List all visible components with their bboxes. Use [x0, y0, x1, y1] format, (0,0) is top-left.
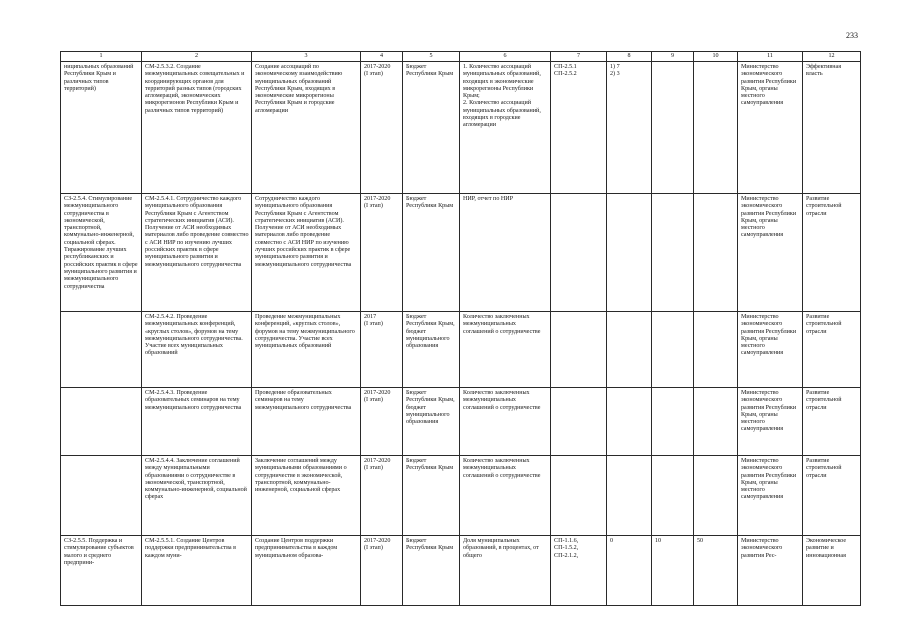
description-cell	[252, 312, 361, 388]
period-cell	[361, 536, 403, 606]
description-cell	[252, 456, 361, 536]
cell-text: СМ-2.5.4.3. Проведение образовательных семинаров на тему межмуниципального сотрудничества	[145, 390, 242, 411]
value-2030-cell	[694, 456, 738, 536]
goal-link-cell	[551, 456, 607, 536]
indicator-cell	[460, 194, 551, 312]
cell-text: СП-1.1.6, СП-1.5.2, СП-2.1.2,	[554, 538, 579, 559]
column-number: 4	[361, 52, 403, 62]
program-cell	[803, 536, 861, 606]
cell-text: Эффективная власть	[806, 64, 842, 78]
cell-text: Министерство экономического развития Рес-	[741, 538, 783, 559]
cell-text: СМ-2.5.4.4. Заключение соглашений между муниципальными образованиями о сотрудничестве в экономической, транспортной, коммунально-инженерной, социальной сферах	[145, 458, 247, 501]
value-2020-cell	[607, 536, 652, 606]
task-cell	[61, 62, 142, 194]
cell-text: 50	[697, 538, 704, 544]
measure-cell	[142, 62, 252, 194]
column-number: 2	[142, 52, 252, 62]
task-cell	[61, 388, 142, 456]
value-2025-cell	[652, 62, 694, 194]
value-2020-cell	[607, 456, 652, 536]
value-2025-cell	[652, 536, 694, 606]
period-cell	[361, 62, 403, 194]
measure-cell	[142, 456, 252, 536]
value-2030-cell	[694, 536, 738, 606]
value-2030-cell	[694, 312, 738, 388]
executor-cell	[738, 456, 803, 536]
table-row	[61, 312, 861, 388]
cell-text: 0	[610, 538, 614, 544]
value-2025-cell	[652, 388, 694, 456]
cell-text: Количество заключенных межмуниципальных соглашений о сотрудничестве	[463, 458, 541, 479]
column-number: 7	[551, 52, 607, 62]
indicator-cell	[460, 388, 551, 456]
executor-cell	[738, 62, 803, 194]
measure-cell	[142, 536, 252, 606]
page-number: 233	[846, 31, 858, 40]
goal-link-cell	[551, 536, 607, 606]
cell-text: Сотрудничество каждого муниципального образования Республики Крым с Агентством стратегических инициатив (АСИ). Получение от АСИ необходимых материалов либо проведение совместно с АСИ НИР по изучению лучших российских практик в сфере муниципального развития и межмуниципального сотрудничества	[255, 196, 352, 268]
cell-text: Развитие строительной отрасли	[806, 390, 842, 411]
task-cell	[61, 456, 142, 536]
goal-link-cell	[551, 312, 607, 388]
cell-text: Доля муниципальных образований, в процентах, от общего	[463, 538, 539, 559]
description-cell	[252, 62, 361, 194]
cell-text: 2017-2020 (I этап)	[364, 390, 391, 404]
table-row	[61, 388, 861, 456]
program-cell	[803, 312, 861, 388]
cell-text: СЗ-2.5.5. Поддержка и стимулирование субъектов малого и среднего предприни-	[64, 538, 134, 566]
cell-text: 2017-2020 (I этап)	[364, 64, 391, 78]
period-cell	[361, 312, 403, 388]
goal-link-cell	[551, 62, 607, 194]
program-cell	[803, 194, 861, 312]
column-number: 11	[738, 52, 803, 62]
table-row	[61, 456, 861, 536]
cell-text: Создание ассоциаций по экономическому взаимодействию муниципальных образований Республики Крым, входящих в экономические микрорегионы Республики Крым и городские агломерации	[255, 64, 343, 114]
column-number: 9	[652, 52, 694, 62]
cell-text: СЗ-2.5.4. Стимулирование межмуниципального сотрудничества в экономической, транспортной, коммунально-инженерной, социальной сферах. Тиражирование лучших республиканских и российских практик в сфере муниципального развития и межмуниципального сотрудничества	[64, 196, 138, 290]
table-row	[61, 536, 861, 606]
indicator-cell	[460, 62, 551, 194]
value-2025-cell	[652, 456, 694, 536]
value-2020-cell	[607, 388, 652, 456]
measure-cell	[142, 388, 252, 456]
measure-cell	[142, 312, 252, 388]
program-cell	[803, 62, 861, 194]
funding-cell	[403, 456, 460, 536]
column-number: 3	[252, 52, 361, 62]
cell-text: 2017-2020 (I этап)	[364, 196, 391, 210]
cell-text: СМ-2.5.5.1. Создание Центров поддержки предпринимательства в каждом муни-	[145, 538, 236, 559]
goal-link-cell	[551, 194, 607, 312]
cell-text: Бюджет Республики Крым	[406, 64, 454, 78]
cell-text: Проведение образовательных семинаров на тему межмуниципального сотрудничества	[255, 390, 352, 411]
goal-link-cell	[551, 388, 607, 456]
funding-cell	[403, 312, 460, 388]
cell-text: 2017-2020 (I этап)	[364, 458, 391, 472]
column-number: 8	[607, 52, 652, 62]
column-number-row	[61, 52, 861, 62]
cell-text: Экономическое развитие и инновационная	[806, 538, 847, 559]
cell-text: Бюджет Республики Крым, бюджет муниципального образования	[406, 314, 455, 350]
cell-text: Министерство экономического развития Республики Крым, органы местного самоуправления	[741, 314, 797, 357]
value-2020-cell	[607, 312, 652, 388]
indicator-cell	[460, 456, 551, 536]
cell-text: Развитие строительной отрасли	[806, 314, 842, 335]
description-cell	[252, 536, 361, 606]
indicator-cell	[460, 536, 551, 606]
task-cell	[61, 312, 142, 388]
task-cell	[61, 536, 142, 606]
value-2030-cell	[694, 62, 738, 194]
column-number: 12	[803, 52, 861, 62]
cell-text: Министерство экономического развития Республики Крым, органы местного самоуправления	[741, 390, 797, 433]
program-cell	[803, 456, 861, 536]
cell-text: НИР, отчет по НИР	[463, 196, 514, 202]
cell-text: СП-2.5.1 СП-2.5.2	[554, 64, 577, 78]
executor-cell	[738, 312, 803, 388]
period-cell	[361, 194, 403, 312]
description-cell	[252, 194, 361, 312]
program-cell	[803, 388, 861, 456]
cell-text: 1) 7 2) 3	[610, 64, 620, 78]
cell-text: 10	[655, 538, 662, 544]
cell-text: 2017 (I этап)	[364, 314, 383, 328]
period-cell	[361, 388, 403, 456]
value-2020-cell	[607, 62, 652, 194]
funding-cell	[403, 194, 460, 312]
column-number: 10	[694, 52, 738, 62]
cell-text: Проведение межмуниципальных конференций, «круглых столов», форумов на тему межмуниципального сотрудничества. Участие всех муниципальных образований	[255, 314, 355, 350]
indicator-cell	[460, 312, 551, 388]
executor-cell	[738, 388, 803, 456]
task-cell	[61, 194, 142, 312]
cell-text: СМ-2.5.3.2. Создание межмуниципальных совещательных и координирующих органов для территорий разных типов (городских агломераций, экономических микрорегионов Республики Крым и различных типов территорий)	[145, 64, 245, 114]
value-2025-cell	[652, 194, 694, 312]
measure-cell	[142, 194, 252, 312]
cell-text: Развитие строительной отрасли	[806, 458, 842, 479]
value-2025-cell	[652, 312, 694, 388]
cell-text: Развитие строительной отрасли	[806, 196, 842, 217]
cell-text: Бюджет Республики Крым	[406, 458, 454, 472]
cell-text: Министерство экономического развития Республики Крым, органы местного самоуправления	[741, 458, 797, 501]
cell-text: Бюджет Республики Крым	[406, 538, 454, 552]
column-number: 5	[403, 52, 460, 62]
cell-text: 2017-2020 (I этап)	[364, 538, 391, 552]
cell-text: ниципальных образований Республики Крым и различных типов территорий)	[64, 64, 134, 92]
cell-text: Министерство экономического развития Республики Крым, органы местного самоуправления	[741, 64, 797, 107]
cell-text: Бюджет Республики Крым, бюджет муниципального образования	[406, 390, 455, 426]
funding-cell	[403, 536, 460, 606]
value-2030-cell	[694, 388, 738, 456]
description-cell	[252, 388, 361, 456]
column-number: 1	[61, 52, 142, 62]
cell-text: Заключение соглашений между муниципальными образованиями о сотрудничестве в экономической, транспортной, коммунально-инженерной, социальной сферах	[255, 458, 347, 494]
cell-text: Количество заключенных межмуниципальных соглашений о сотрудничестве	[463, 390, 541, 411]
value-2030-cell	[694, 194, 738, 312]
funding-cell	[403, 388, 460, 456]
cell-text: 1. Количество ассоциаций муниципальных образований, входящих в экономические микрорегионы Республики Крым; 2. Количество ассоциаций муниципальных образований, входящих в городские агломерации	[463, 64, 541, 129]
cell-text: СМ-2.5.4.2. Проведение межмуниципальных конференций, «круглых столов», форумов на тему межмуниципального сотрудничества. Участие всех муниципальных образований	[145, 314, 243, 357]
cell-text: Количество заключенных межмуниципальных соглашений о сотрудничестве	[463, 314, 541, 335]
value-2020-cell	[607, 194, 652, 312]
column-number: 6	[460, 52, 551, 62]
measures-table	[60, 51, 861, 606]
table-row	[61, 194, 861, 312]
cell-text: Создание Центров поддержки предпринимательства в каждом муниципальном образова-	[255, 538, 338, 559]
cell-text: Министерство экономического развития Республики Крым, органы местного самоуправления	[741, 196, 797, 239]
cell-text: СМ-2.5.4.1. Сотрудничество каждого муниципального образования Республики Крым с Агентством стратегических инициатив (АСИ). Получение от АСИ необходимых материалов либо проведение совместно с АСИ НИР по изучению лучших российских практик в сфере муниципального развития и межмуниципального сотрудничества	[145, 196, 249, 268]
cell-text: Бюджет Республики Крым	[406, 196, 454, 210]
funding-cell	[403, 62, 460, 194]
period-cell	[361, 456, 403, 536]
table-body	[61, 62, 861, 606]
table-row	[61, 62, 861, 194]
executor-cell	[738, 194, 803, 312]
executor-cell	[738, 536, 803, 606]
